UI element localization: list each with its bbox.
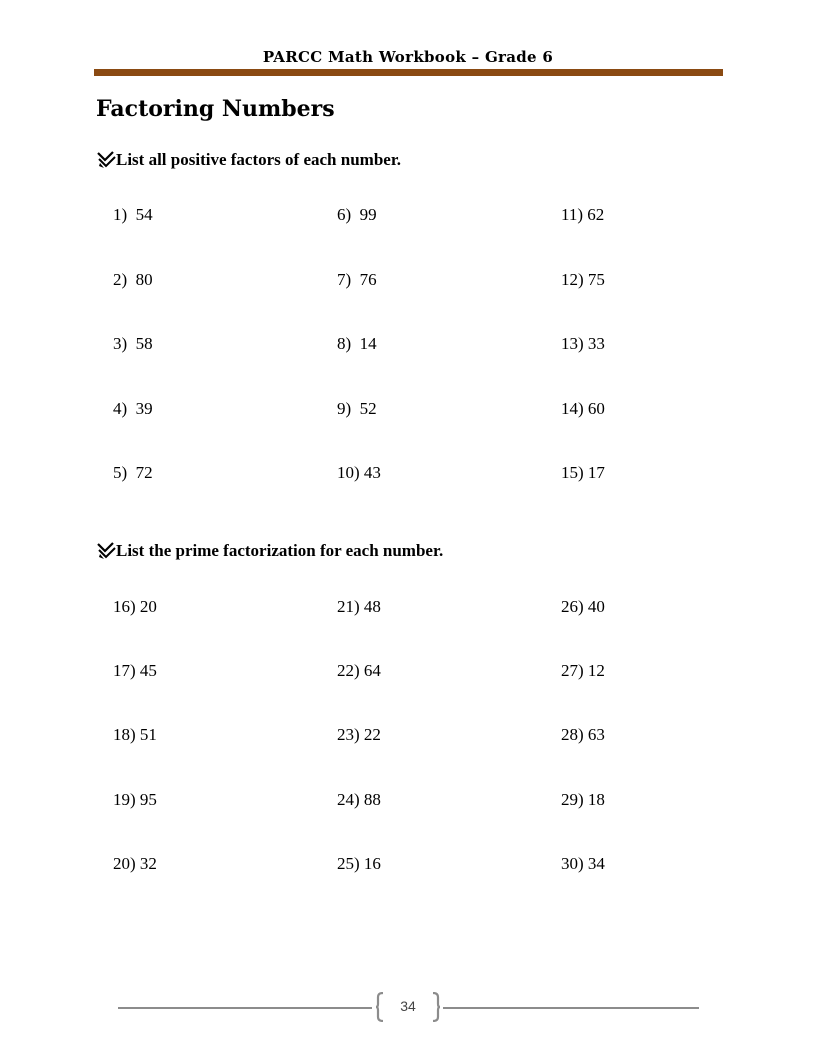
- problem-item: 26) 40: [561, 597, 605, 616]
- problem-item: 11) 62: [561, 205, 605, 224]
- problem-item: 30) 34: [561, 854, 605, 873]
- problem-item: 5) 72: [113, 463, 153, 482]
- pencil-check-icon: [96, 150, 118, 170]
- problem-item: 17) 45: [113, 661, 157, 680]
- problem-item: 28) 63: [561, 725, 605, 744]
- footer-rule-right: [443, 1007, 699, 1009]
- problem-item: 24) 88: [337, 790, 381, 809]
- problem-item: 3) 58: [113, 334, 153, 353]
- problem-item: 19) 95: [113, 790, 157, 809]
- problem-item: 23) 22: [337, 725, 381, 744]
- problem-item: 15) 17: [561, 463, 605, 482]
- problem-item: 25) 16: [337, 854, 381, 873]
- problem-item: 6) 99: [337, 205, 377, 224]
- problem-item: 21) 48: [337, 597, 381, 616]
- problem-item: 10) 43: [337, 463, 381, 482]
- instruction-text: List all positive factors of each number.: [116, 150, 402, 169]
- problem-item: 29) 18: [561, 790, 605, 809]
- problem-item: 9) 52: [337, 399, 377, 418]
- left-bracket-icon: [375, 992, 384, 1022]
- page-number: 34: [400, 998, 416, 1014]
- problem-item: 7) 76: [337, 270, 377, 289]
- problem-item: 18) 51: [113, 725, 157, 744]
- problem-item: 2) 80: [113, 270, 153, 289]
- page-title: Factoring Numbers: [96, 96, 335, 122]
- header-rule: [94, 69, 723, 76]
- problem-item: 20) 32: [113, 854, 157, 873]
- problem-item: 1) 54: [113, 205, 153, 224]
- problem-item: 22) 64: [337, 661, 381, 680]
- pencil-check-icon: [96, 541, 118, 561]
- problem-item: 27) 12: [561, 661, 605, 680]
- instruction-2: [96, 541, 443, 561]
- instruction-1: [96, 150, 401, 170]
- problem-item: 14) 60: [561, 399, 605, 418]
- right-bracket-icon: [432, 992, 441, 1022]
- problem-item: 16) 20: [113, 597, 157, 616]
- problem-item: 13) 33: [561, 334, 605, 353]
- instruction-text: List the prime factorization for each number.: [116, 541, 444, 560]
- problem-item: 12) 75: [561, 270, 605, 289]
- problem-item: 4) 39: [113, 399, 153, 418]
- running-header: PARCC Math Workbook – Grade 6: [262, 48, 554, 66]
- footer-rule-left: [118, 1007, 372, 1009]
- problem-item: 8) 14: [337, 334, 377, 353]
